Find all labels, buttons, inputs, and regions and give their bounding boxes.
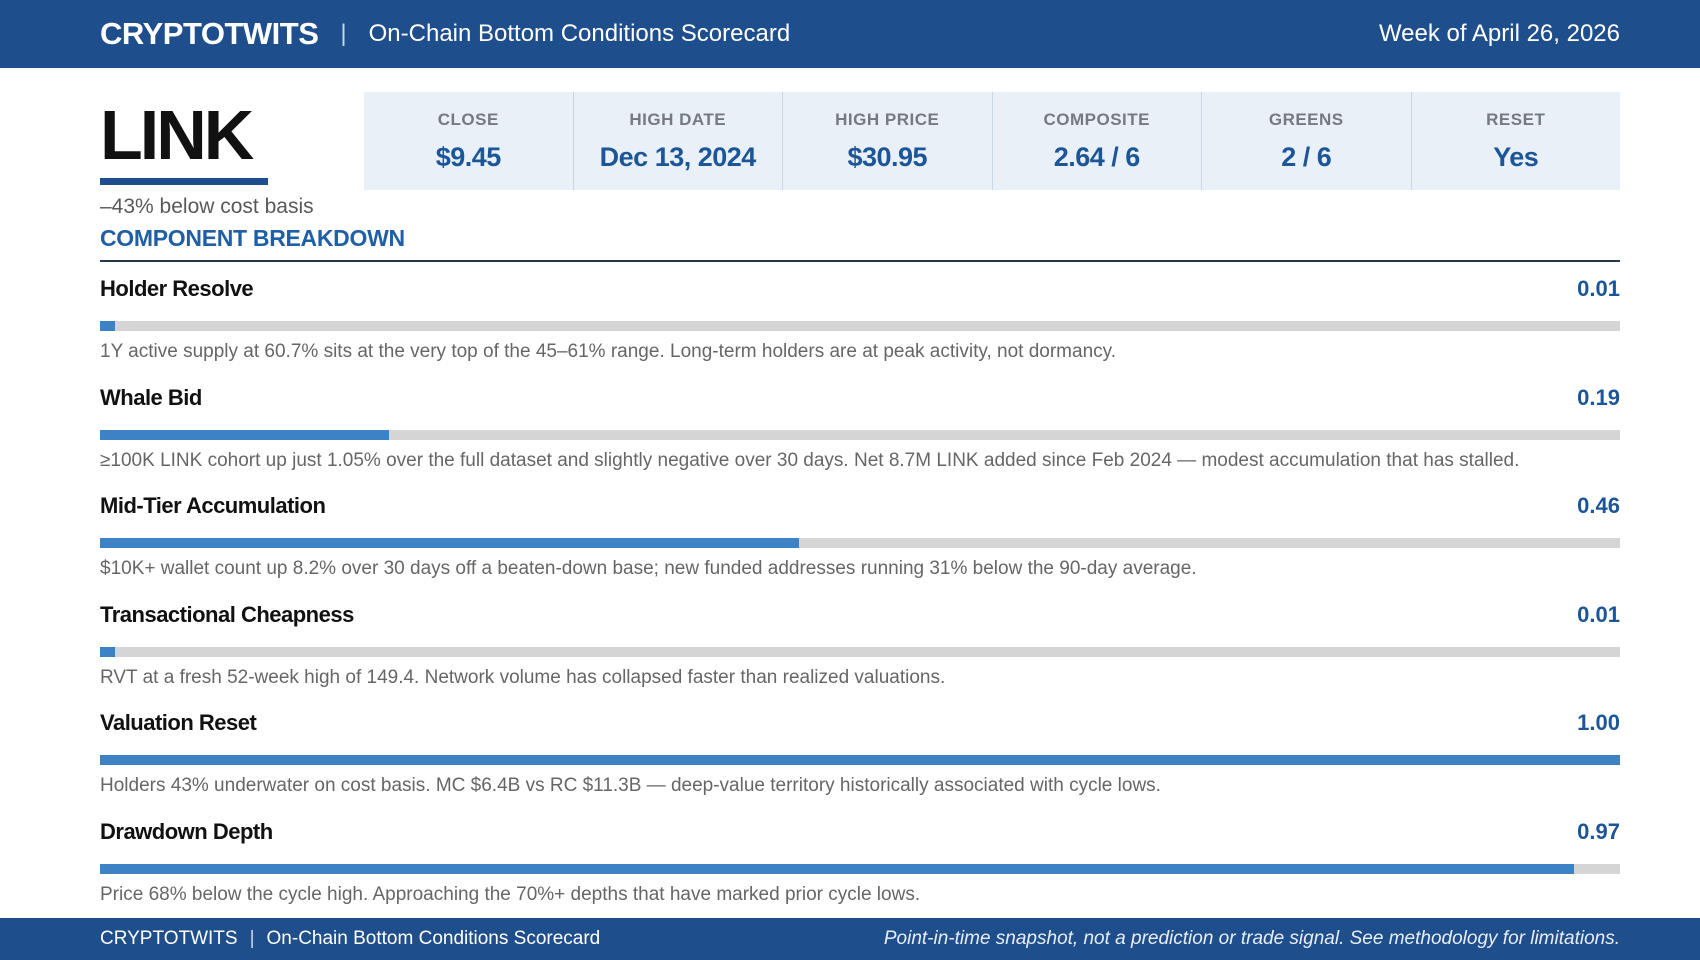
footer-title: On-Chain Bottom Conditions Scorecard [266, 928, 601, 949]
component-header [100, 276, 1620, 302]
hero-section [100, 92, 1620, 219]
component-header [100, 819, 1620, 845]
stat-cell [782, 92, 992, 190]
main-content [0, 92, 1700, 908]
footer-bar [0, 918, 1700, 960]
component-description: ≥100K LINK cohort up just 1.05% over the full dataset and slightly negative over 30 days. Net 8.7M LINK added since Feb 2024 — modest accumulation that has stalled. [100, 449, 1520, 471]
stat-cell [992, 92, 1202, 190]
asset-ticker: LINK [100, 96, 252, 174]
component-list [100, 270, 1620, 908]
score-bar-track [100, 538, 1620, 548]
report-title: On-Chain Bottom Conditions Scorecard [368, 20, 791, 47]
component-name: Holder Resolve [100, 276, 254, 301]
score-bar-track [100, 430, 1620, 440]
component-score: 0.01 [1577, 276, 1620, 301]
component-header [100, 385, 1620, 411]
component-name: Mid-Tier Accumulation [100, 493, 326, 519]
score-bar-fill [100, 647, 115, 657]
ticker-underline [100, 178, 268, 185]
asset-block [100, 92, 364, 219]
component-score: 1.00 [1577, 710, 1620, 736]
component-name: Transactional Cheapness [100, 601, 354, 627]
component-score: 0.46 [1577, 493, 1620, 519]
stat-label: GREENS [1268, 109, 1344, 129]
score-bar-fill [100, 321, 115, 331]
component-header [100, 493, 1620, 519]
top-bar [0, 0, 1700, 68]
score-bar-track [100, 755, 1620, 765]
component-description: Price 68% below the cycle high. Approaching the 70%+ depths that have marked prior cycle lows. [100, 883, 921, 905]
brand-logo: CRYPTOTWITS [100, 16, 319, 51]
component-row [100, 704, 1620, 800]
stat-label: CLOSE [437, 109, 499, 129]
component-score: 0.97 [1577, 818, 1620, 844]
score-bar-fill [100, 430, 389, 440]
score-bar-track [100, 321, 1620, 331]
stat-value: Yes [1493, 141, 1539, 172]
footer-disclaimer: Point-in-time snapshot, not a prediction or trade signal. See methodology for limitations. [883, 928, 1620, 949]
footer-brand: CRYPTOTWITS [100, 928, 238, 949]
component-description: $10K+ wallet count up 8.2% over 30 days off a beaten-down base; new funded addresses running 31% below the 90-day average. [100, 558, 1197, 580]
stat-cell [364, 92, 573, 190]
footer-separator: | [249, 928, 255, 949]
stat-value: 2 / 6 [1281, 141, 1332, 172]
component-score: 0.01 [1577, 601, 1620, 627]
component-score: 0.19 [1577, 384, 1620, 410]
score-bar-fill [100, 538, 799, 548]
component-description: Holders 43% underwater on cost basis. MC $6.4B vs RC $11.3B — deep-value territory historically associated with cycle lows. [100, 775, 1161, 797]
footer-left [100, 928, 600, 950]
stat-cell [573, 92, 783, 190]
summary-stats-panel [364, 92, 1620, 190]
score-bar-track [100, 864, 1620, 874]
stat-label: COMPOSITE [1043, 109, 1150, 129]
stat-value: Dec 13, 2024 [599, 141, 756, 172]
component-row [100, 487, 1620, 583]
component-row [100, 813, 1620, 909]
header-separator: | [340, 20, 347, 47]
stat-value: 2.64 / 6 [1053, 141, 1140, 172]
component-header [100, 710, 1620, 736]
component-description: 1Y active supply at 60.7% sits at the very top of the 45–61% range. Long-term holders are at peak activity, not dormancy. [100, 341, 1117, 362]
stat-label: HIGH PRICE [835, 109, 940, 129]
component-row [100, 270, 1620, 366]
component-row [100, 379, 1620, 475]
stat-cell [1201, 92, 1411, 190]
cost-basis-note: –43% below cost basis [100, 195, 314, 218]
component-row [100, 596, 1620, 692]
score-bar-fill [100, 864, 1574, 874]
component-name: Drawdown Depth [100, 818, 273, 844]
report-week-date: Week of April 26, 2026 [1378, 20, 1620, 47]
score-bar-track [100, 647, 1620, 657]
stat-value: $30.95 [847, 141, 928, 172]
component-name: Whale Bid [100, 384, 202, 410]
score-bar-fill [100, 755, 1620, 765]
stat-value: $9.45 [435, 141, 501, 172]
component-header [100, 602, 1620, 628]
stat-cell [1411, 92, 1621, 190]
component-description: RVT at a fresh 52-week high of 149.4. Network volume has collapsed faster than realized valuations. [100, 666, 946, 688]
component-name: Valuation Reset [100, 710, 257, 736]
top-bar-left [100, 16, 790, 52]
section-title-component-breakdown: COMPONENT BREAKDOWN [100, 225, 1620, 262]
stat-label: RESET [1486, 109, 1546, 129]
stat-label: HIGH DATE [629, 109, 727, 129]
